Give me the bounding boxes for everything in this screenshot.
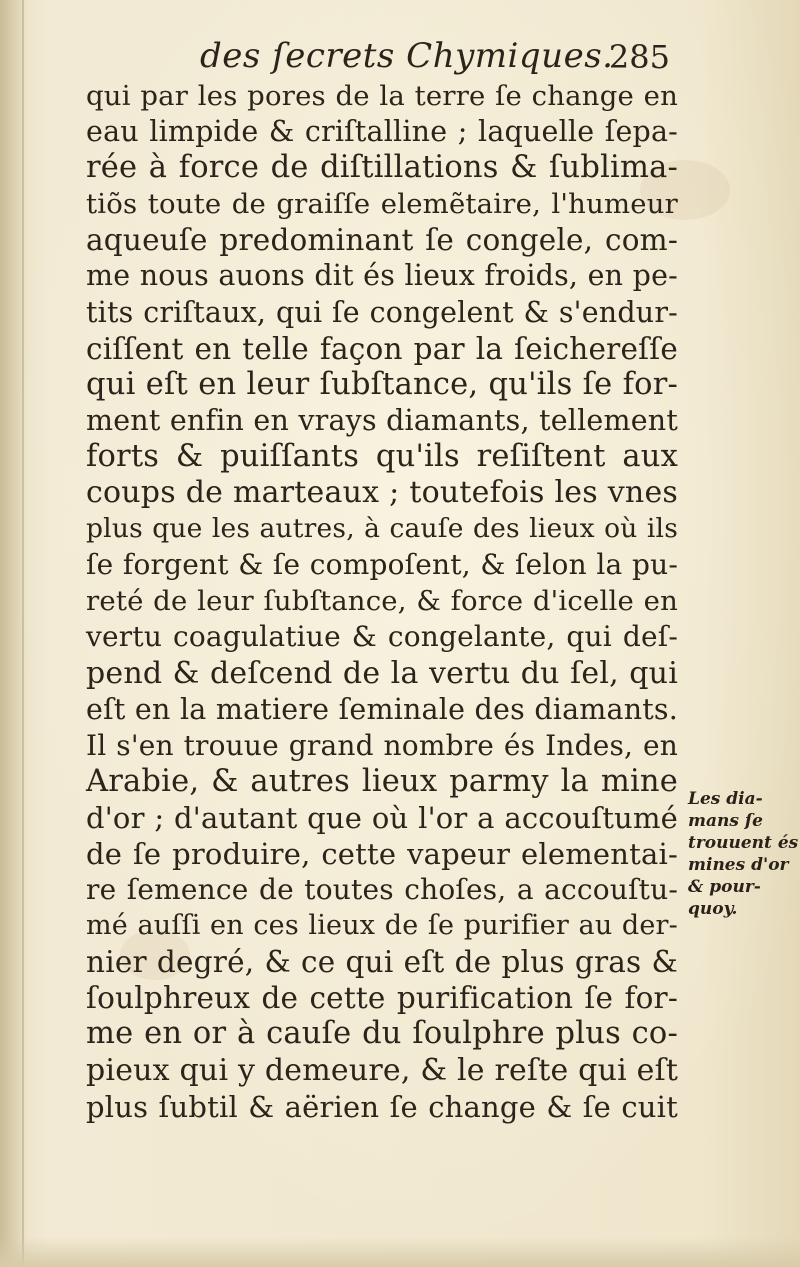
marginal-note-line: & pour-	[688, 877, 761, 897]
text-line: reté de leur ſubſtance, & force d'icelle en	[86, 585, 678, 618]
text-line: ciſſent en telle façon par la ſeichereſſe	[86, 331, 678, 366]
text-line: pend & deſcend de la vertu du ſel, qui	[86, 655, 678, 691]
marginal-note-line: quoy.	[688, 899, 738, 919]
text-line: plus que les autres, à cauſe des lieux où ils	[86, 513, 678, 545]
text-line: tits criſtaux, qui ſe congelent & s'endur-	[86, 295, 678, 329]
text-line: de ſe produire, cette vapeur elementai-	[86, 836, 678, 871]
marginal-note-line: mines d'or	[688, 855, 789, 875]
page-bottom-edge-shadow	[0, 1237, 800, 1267]
text-line: vertu coagulatiue & congelante, qui deſ-	[86, 620, 678, 654]
text-line: qui eſt en leur ſubſtance, qu'ils ſe for-	[86, 366, 678, 402]
marginal-note-line: Les dia-	[688, 789, 763, 809]
text-line: re ſemence de toutes choſes, a accouſtu-	[86, 873, 678, 907]
text-line: coups de marteaux ; toutefois les vnes	[86, 475, 678, 511]
body-text-block	[86, 78, 678, 1125]
text-line: rée à force de diſtillations & ſublima-	[86, 150, 678, 186]
page-number: 285	[608, 38, 670, 76]
text-line: pieux qui y demeure, & le reſte qui eſt	[86, 1052, 679, 1088]
text-line: ſoulphreux de cette purification ſe for-	[86, 981, 678, 1016]
text-line: me en or à cauſe du ſoulphre plus co-	[86, 1016, 678, 1052]
text-line: Il s'en trouue grand nombre és Indes, en	[86, 728, 678, 762]
text-line: nier degré, & ce qui eſt de plus gras &	[86, 945, 678, 980]
gutter-fold-line	[22, 0, 24, 1267]
text-line: tiõs toute de graiſſe elemẽtaire, l'humeur	[86, 188, 678, 221]
text-line: ſe forgent & ſe compoſent, & ſelon la pu-	[86, 548, 678, 582]
text-line: me nous auons dit és lieux froids, en pe-	[86, 259, 678, 293]
text-line: ment enfin en vrays diamants, tellement	[86, 403, 678, 437]
text-line: Arabie, & autres lieux parmy la mine	[86, 763, 678, 799]
text-line: plus ſubtil & aërien ſe change & ſe cuit	[86, 1089, 678, 1124]
text-line: qui par les pores de la terre ſe change en	[86, 80, 678, 112]
marginal-note	[688, 788, 799, 920]
text-line: aqueuſe predominant ſe congele, com-	[86, 223, 678, 258]
marginal-note-line: mans ſe	[688, 811, 763, 831]
text-line: d'or ; d'autant que où l'or a accouſtumé	[86, 800, 678, 835]
text-line: eau limpide & criſtalline ; laquelle ſepa-	[86, 115, 678, 149]
text-line: mé auſſi en ces lieux de ſe purifier au der-	[86, 910, 678, 942]
running-title: des ſecrets Chymiques.	[200, 36, 614, 76]
text-line: eſt en la matiere ſeminale des diamants.	[86, 692, 678, 726]
text-line: forts & puiſſants qu'ils reſiſtent aux	[86, 438, 678, 474]
marginal-note-line: trouuent és	[688, 833, 799, 853]
